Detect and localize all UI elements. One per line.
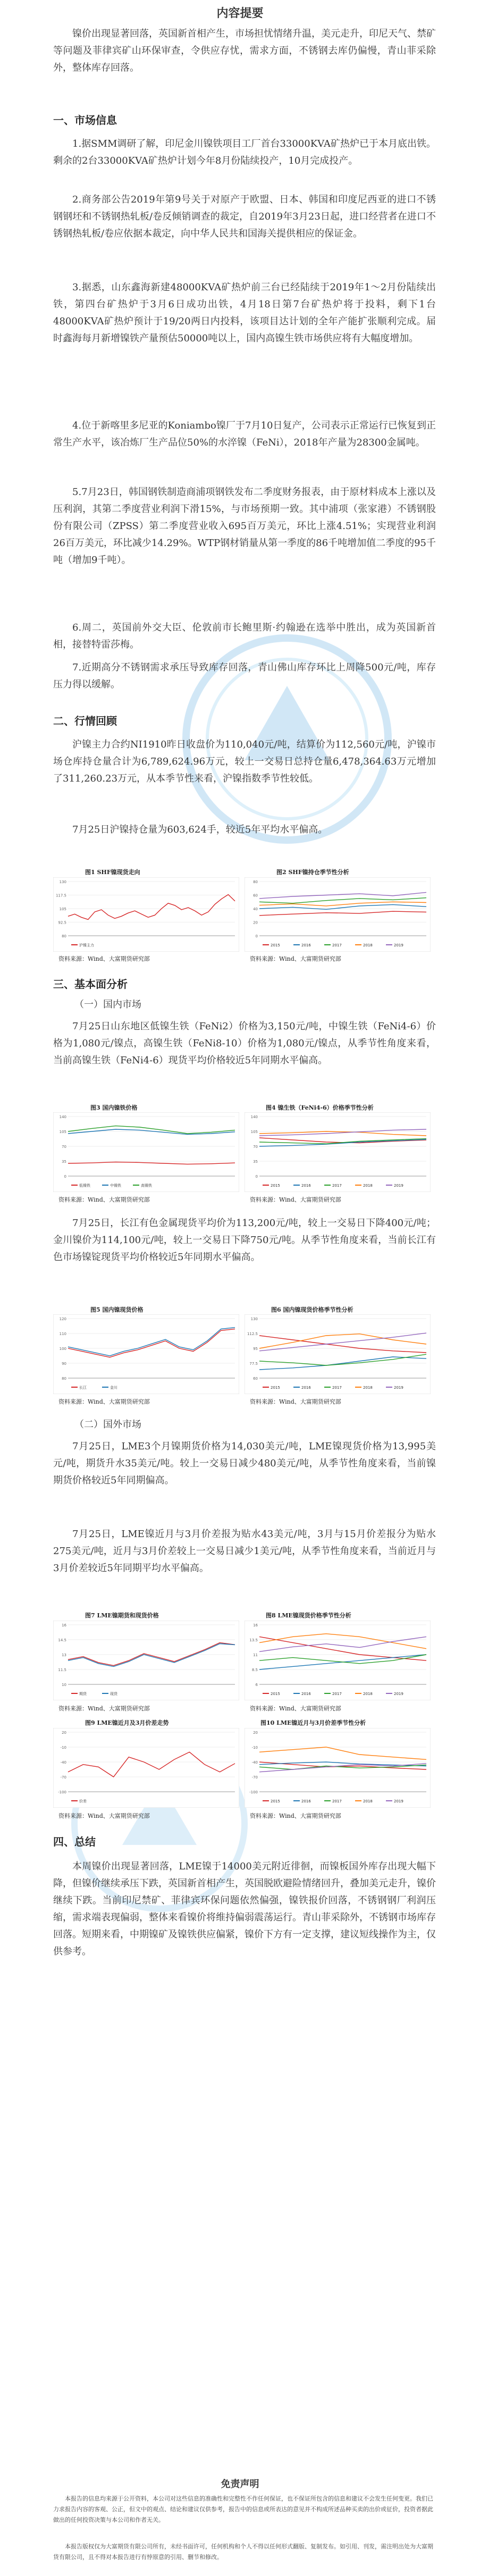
- legend-label: 2016: [301, 1386, 311, 1390]
- chart-frame: [53, 877, 239, 952]
- figure-9-title: 图9 LME镍近月及3月价差走势: [85, 1719, 169, 1726]
- chart-frame: [53, 1112, 239, 1192]
- y-tick-label: 60: [253, 893, 258, 898]
- y-tick-label: 120: [59, 1317, 66, 1321]
- figure-7-title: 图7 LME镍期货和现货价格: [85, 1612, 159, 1619]
- y-tick-label: 112.5: [247, 1332, 258, 1336]
- legend-label: 现货: [110, 1692, 117, 1696]
- legend-label: 2019: [394, 1386, 403, 1390]
- market-item-6: 6.周二，英国前外交大臣、伦敦前市长鲍里斯·约翰逊在选举中胜出，成为英国新首相，接替特雷莎梅。: [53, 622, 436, 650]
- legend-label: 2019: [394, 1692, 403, 1696]
- legend-label: 2016: [301, 1184, 311, 1188]
- figure-8-source: 资料来源：Wind、大富期货研究部: [250, 1705, 341, 1712]
- figure-5-source: 资料来源：Wind、大富期货研究部: [58, 1398, 150, 1405]
- chart-frame: [53, 1621, 239, 1700]
- figure-9-source: 资料来源：Wind、大富期货研究部: [58, 1813, 150, 1819]
- legend-label: 2016: [301, 1799, 311, 1803]
- chart-lme-spread: [53, 1728, 239, 1808]
- y-tick-label: 110: [59, 1332, 66, 1336]
- section-review-heading: 二、行情回顾: [53, 715, 117, 727]
- y-tick-label: 40: [253, 907, 258, 911]
- y-tick-label: -10: [60, 1746, 66, 1750]
- y-tick-label: 117.5: [55, 893, 66, 898]
- domestic-paragraph-1: 7月25日山东地区低镍生铁（FeNi2）价格为3,150元/吨，中镍生铁（FeNi4-6）价格为1,080元/镍点，高镍生铁（FeNi8-10）价格为1,080元/镍点，从季节性角度来看，当前高镍生铁（FeNi4-6）现货平均价格较近5年同期水平偏高。: [53, 1021, 436, 1066]
- foreign-paragraph-1: 7月25日，LME3个月镍期货价格为14,030美元/吨，LME镍现货价格为13,995美元/吨，期货升水35美元/吨。较上一交易日减少480美元/吨，从季节性角度来看，当前镍期货价格较近5年同期偏高。: [53, 1441, 436, 1486]
- y-tick-label: 92.5: [58, 920, 66, 925]
- legend-label: 长江: [79, 1386, 87, 1390]
- y-tick-label: 35: [62, 1160, 66, 1164]
- legend-label: 2017: [332, 1692, 342, 1696]
- legend-label: 2017: [332, 943, 342, 947]
- legend-label: 2016: [301, 1692, 311, 1696]
- chart-feni-seasonal: [245, 1112, 431, 1192]
- figure-2-source: 资料来源：Wind、大富期货研究部: [250, 955, 341, 962]
- y-tick-label: 6: [255, 1683, 258, 1687]
- review-paragraph-1: 沪镍主力合约NI1910昨日收盘价为110,040元/吨，结算价为112,560元/吨，沪镍市场仓库持仓量合计为6,789,624.96万元，较上一交易日总持仓量6,478,364.63万元增加了311,260.23万元，从本季节性来看，沪镍指数季节性较低。: [53, 739, 436, 784]
- figure-1-title: 图1 SHF镍现货走向: [85, 869, 140, 876]
- chart-shf-nickel-trend: [53, 877, 239, 952]
- y-tick-label: 105: [250, 1130, 258, 1134]
- legend-label: 2017: [332, 1386, 342, 1390]
- y-tick-label: -100: [58, 1790, 66, 1794]
- y-tick-label: 13.5: [249, 1638, 258, 1642]
- figure-3-source: 资料来源：Wind、大富期货研究部: [58, 1196, 150, 1203]
- sub-domestic-heading: （一）国内市场: [74, 999, 141, 1010]
- y-tick-label: 70: [253, 1145, 258, 1149]
- figure-6-title: 图6 国内镍现货价格季节性分析: [271, 1306, 353, 1313]
- figure-8-title: 图8 LME镍现货价格季节性分析: [266, 1612, 351, 1619]
- figure-2-title: 图2 SHF镍持仓季节性分析: [276, 869, 349, 876]
- chart-frame: [245, 1621, 431, 1700]
- y-tick-label: 70: [62, 1145, 66, 1149]
- chart-frame: [53, 1314, 239, 1394]
- y-tick-label: 10: [62, 1683, 66, 1687]
- disclaimer-title: 免责声明: [221, 2479, 259, 2490]
- figure-6-source: 资料来源：Wind、大富期货研究部: [250, 1398, 341, 1405]
- y-tick-label: 14.5: [58, 1638, 66, 1642]
- figure-10-title: 图10 LME镍近月与3月价差季节性分析: [260, 1719, 366, 1726]
- y-tick-label: 130: [59, 880, 66, 884]
- y-tick-label: 20: [62, 1731, 66, 1735]
- market-item-1: 1.据SMM调研了解，印尼金川镍铁项目工厂首台33000KVA矿热炉已于本月底出铁。剩余的2台33000KVA矿热炉计划今年8月份陆续投产，10月完成投产。: [53, 138, 436, 166]
- chart-lme-spot-seasonal: [245, 1621, 431, 1700]
- legend-label: 2018: [363, 1386, 373, 1390]
- legend-label: 2019: [394, 943, 403, 947]
- legend-label: 2019: [394, 1184, 403, 1188]
- market-item-7: 7.近期高分不锈钢需求承压导致库存回落，青山佛山库存环比上周降500元/吨，库存压力得以缓解。: [53, 662, 436, 690]
- market-item-3: 3.据悉，山东鑫海新建48000KVA矿热炉前三台已经陆续于2019年1～2月份陆续出铁，第四台矿热炉于3月6日成功出铁，4月18日第7台矿热炉将于投料，剩下1台48000KVA矿热炉预计于19/20两日内投料，该项目达计划的全年产能扩张顺利完成。届时鑫海每月新增镍铁产量预估50000吨以上，国内高镍生铁市场供应将有大幅度增加。: [53, 282, 436, 344]
- legend-label: 沪镍主力: [79, 943, 94, 947]
- y-tick-label: 16: [253, 1623, 258, 1627]
- y-tick-label: -70: [60, 1775, 66, 1780]
- y-tick-label: 20: [253, 920, 258, 925]
- legend-label: 2018: [363, 1692, 373, 1696]
- section-summary-heading: 四、总结: [53, 1835, 96, 1848]
- y-tick-label: 20: [253, 1731, 258, 1735]
- review-paragraph-2: 7月25日沪镍持仓量为603,624手，较近5年平均水平偏高。: [72, 824, 328, 835]
- y-tick-label: 11.5: [58, 1668, 66, 1672]
- y-tick-label: 11: [253, 1653, 258, 1657]
- legend-label: 期货: [79, 1692, 87, 1696]
- chart-lme-spread-seasonal: [245, 1728, 431, 1808]
- figure-4-source: 资料来源：Wind、大富期货研究部: [250, 1196, 341, 1203]
- legend-label: 价差: [79, 1799, 87, 1803]
- legend-label: 2018: [363, 943, 373, 947]
- y-tick-label: -40: [60, 1760, 66, 1765]
- legend-label: 2018: [363, 1799, 373, 1803]
- y-tick-label: -100: [249, 1790, 258, 1794]
- y-tick-label: 80: [62, 1377, 66, 1381]
- chart-domestic-nickel-iron-price: [53, 1112, 239, 1192]
- chart-domestic-spot-price: [53, 1314, 239, 1394]
- figure-4-title: 图4 镍生铁（FeNi4-6）价格季节性分析: [266, 1104, 374, 1111]
- y-tick-label: 0: [255, 934, 258, 938]
- market-item-4: 4.位于新喀里多尼亚的Koniambo镍厂于7月10日复产，公司表示正常运行已恢复到正常生产水平，该冶炼厂生产品位50%的水淬镍（FeNi），2018年产量为28300金属吨。: [53, 420, 436, 448]
- legend-label: 2015: [271, 1184, 280, 1188]
- y-tick-label: 35: [253, 1160, 258, 1164]
- y-tick-label: 0: [64, 1174, 66, 1179]
- y-tick-label: 100: [59, 1347, 66, 1351]
- domestic-paragraph-2: 7月25日，长江有色金属现货平均价为113,200元/吨，较上一交易日下降400元/吨；金川镍价为114,100元/吨，较上一交易日下降750元/吨。从季节性角度来看，当前长江有色市场镍锭现货平均价格较近5年同期水平偏高。: [53, 1218, 436, 1263]
- y-tick-label: 90: [62, 1362, 66, 1366]
- legend-label: 2017: [332, 1799, 342, 1803]
- chart-lme-futures-spot: [53, 1621, 239, 1700]
- legend-label: 2015: [271, 1692, 280, 1696]
- sub-foreign-heading: （二）国外市场: [74, 1419, 141, 1430]
- y-tick-label: 60: [253, 1377, 258, 1381]
- y-tick-label: 77.5: [249, 1362, 258, 1366]
- section-market-heading: 一、市场信息: [53, 114, 117, 127]
- y-tick-label: 16: [62, 1623, 66, 1627]
- chart-shf-position-seasonal: [245, 877, 431, 952]
- chart-frame: [245, 1112, 431, 1192]
- figure-3-title: 图3 国内镍铁价格: [90, 1104, 138, 1111]
- legend-label: 2015: [271, 1386, 280, 1390]
- figure-5-title: 图5 国内镍现货价格: [90, 1306, 144, 1313]
- figure-1-source: 资料来源：Wind、大富期货研究部: [58, 955, 150, 962]
- summary-paragraph: 镍价出现显著回落，英国新首相产生，市场担忧情绪升温，美元走升，印尼天气、禁矿等问题及菲律宾矿山环保审查，令供应存忧，需求方面，不锈钢去库仍偏慢，青山菲采除外，整体库存回落。: [53, 28, 436, 73]
- y-tick-label: 80: [253, 880, 258, 884]
- y-tick-label: 13: [62, 1653, 66, 1657]
- legend-label: 高镍铁: [141, 1184, 152, 1188]
- legend-label: 低镍铁: [79, 1184, 90, 1188]
- y-tick-label: -10: [251, 1746, 258, 1750]
- y-tick-label: -70: [251, 1775, 258, 1780]
- y-tick-label: 130: [250, 1317, 258, 1321]
- conclusion-paragraph: 本周镍价出现显著回落，LME镍于14000美元附近徘徊，而镍板国外库存出现大幅下降，但镍价继续承压下跌，英国新首相产生，英国脱欧避险情绪回升，叠加美元走升，镍价继续下跌。当前印尼禁矿、菲律宾环保问题依然偏强，镍铁报价回落，不锈钢钢厂利润压缩，需求端表现偏弱，整体来看镍价将维持偏弱震荡运行。青山菲采除外，不锈钢市场库存回落。短期来看，中期镍矿及镍铁供应偏紧，镍价下方有一定支撑，建议短线操作为主，仅供参考。: [53, 1861, 436, 1957]
- figure-10-source: 资料来源：Wind、大富期货研究部: [250, 1813, 341, 1819]
- section-fundamental-heading: 三、基本面分析: [53, 978, 128, 991]
- legend-label: 金川: [110, 1386, 117, 1390]
- market-item-2: 2.商务部公告2019年第9号关于对原产于欧盟、日本、韩国和印度尼西亚的进口不锈钢钢坯和不锈钢热轧板/卷反倾销调查的裁定，自2019年3月23日起，进口经营者在进口不锈钢热轧板/卷应依据本裁定，向中华人民共和国海关提供相应的保证金。: [53, 194, 436, 239]
- legend-label: 2017: [332, 1184, 342, 1188]
- market-item-5: 5.7月23日，韩国钢铁制造商浦项钢铁发布二季度财务报表，由于原材料成本上涨以及压利润，其第二季度营业利润下滑15%，与市场预期一致。其中浦项（张家港）不锈钢股份有限公司（ZPSS）第二季度营业收入695百万美元，环比上涨4.51%；实现营业利润26百万美元，环比减少14.29%。WTP钢材销量从第一季度的86千吨增加值二季度的95千吨（增加9千吨）。: [53, 486, 436, 566]
- y-tick-label: -40: [251, 1760, 258, 1765]
- chart-domestic-spot-seasonal: [245, 1314, 431, 1394]
- legend-label: 2016: [301, 943, 311, 947]
- legend-label: 中镍铁: [110, 1184, 121, 1188]
- legend-label: 2015: [271, 943, 280, 947]
- legend-label: 2015: [271, 1799, 280, 1803]
- y-tick-label: 0: [255, 1174, 258, 1179]
- chart-frame: [245, 877, 431, 952]
- legend-label: 2018: [363, 1184, 373, 1188]
- y-tick-label: 140: [250, 1115, 258, 1119]
- disclaimer-paragraph-2: 本报告版权仅为大富期货有限公司所有，未经书面许可，任何机构和个人不得以任何形式翻版、复制发布。如引用、刊发，需注明出处为大富期货有限公司，且不得对本报告进行有悖原意的引用、删节和修改。: [53, 2543, 433, 2561]
- figure-7-source: 资料来源：Wind、大富期货研究部: [58, 1705, 150, 1712]
- disclaimer-paragraph-1: 本报告的信息均来源于公开资料，本公司对这些信息的准确性和完整性不作任何保证，也不保证所包含的信息和建议不会发生任何变更。我们已力求报告内容的客观、公正，但文中的观点、结论和建议仅供参考，报告中的信息或所表达的意见并不构成所述品种买卖的出价或征价，投资者据此做出的任何投资决策与本公司和作者无关。: [53, 2495, 433, 2523]
- y-tick-label: 8.5: [251, 1668, 258, 1672]
- foreign-paragraph-2: 7月25日，LME镍近月与3月价差报为贴水43美元/吨，3月与15月价差报分为贴水275美元/吨，近月与3月价差较上一交易日减少1美元/吨，从季节性角度来看，当前近月与3月价差较近5年同期平均水平偏高。: [53, 1529, 436, 1574]
- y-tick-label: 105: [59, 1130, 66, 1134]
- y-tick-label: 80: [62, 934, 66, 938]
- y-tick-label: 105: [59, 907, 66, 911]
- legend-label: 2019: [394, 1799, 403, 1803]
- chart-frame: [245, 1314, 431, 1394]
- y-tick-label: 95: [253, 1347, 258, 1351]
- report-title: 内容提要: [216, 6, 264, 20]
- y-tick-label: 140: [59, 1115, 66, 1119]
